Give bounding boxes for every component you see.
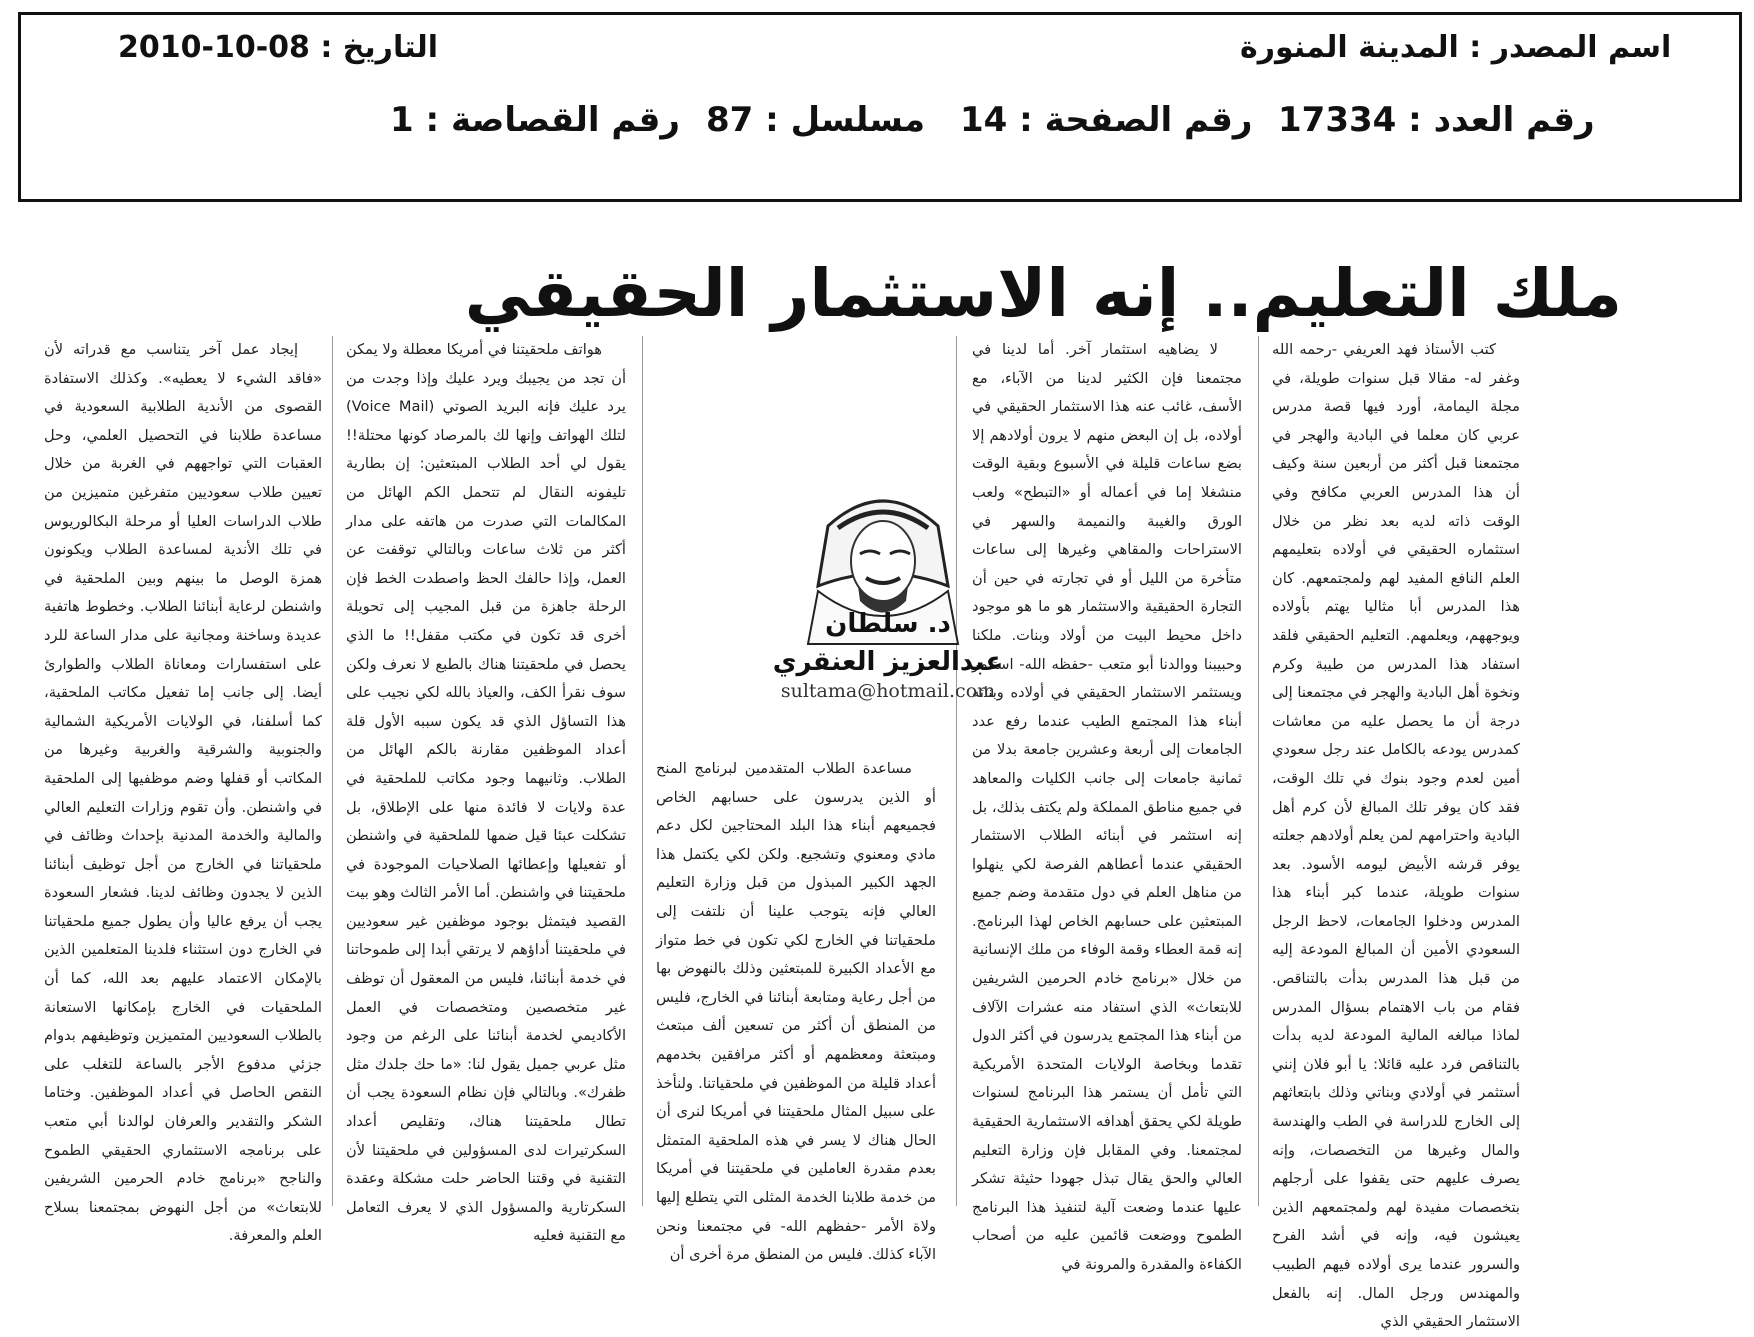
column-text: لا يضاهيه استثمار آخر. أما لدينا في مجتمعنا فإن الكثير لدينا من الآباء، مع الأسف، غائب عنه هذا الاستثمار الحقيقي في أولاده، بل إن البعض منهم لا يرون أولادهم إلا بضع ساعات قليلة في الأسبوع وبقية الوقت منشغلا إما في أعماله أو «التبطح» ولعب الورق والغيبة والنميمة والسهر في الاستراحات والمقاهي وغيرها إلى ساعات متأخرة من الليل أو في تجارته في حين أن التجارة الحقيقية والاستثمار هو ما هو موجود داخل محيط البيت من أولاد وبنات. ملكنا وحبيبنا ووالدنا أبو متعب -حفظه الله- استثمر ويستثمر الاستثمار الحقيقي في أولاده وبناته أبناء هذا المجتمع الطيب عندما رفع عدد الجامعات إلى أربعة وعشرين جامعة بدلا من ثمانية جامعات إلى جانب الكليات والمعاهد في جميع مناطق المملكة ولم يكتف بذلك، بل إنه استثمر في أبنائه الطلاب الاستثمار الحقيقي عندما أعطاهم الفرصة لكي ينهلوا من مناهل العلم في دول متقدمة وضم جميع المبتعثين على حسابهم الخاص لهذا البرنامج. إنه قمة العطاء وقمة الوفاء من ملك الإنسانية من خلال «برنامج خادم الحرمين الشريفين للابتعاث» الذي استفاد منه عشرات الآلاف من أبناء هذا المجتمع يدرسون في أكثر الدول تقدما وبخاصة الولايات المتحدة الأمريكية التي تأمل أن يستمر هذا البرنامج لسنوات طويلة لكي يحقق أهدافه الاستثمارية الحقيقية لمجتمعنا. وفي المقابل فإن وزارة التعليم العالي والحق يقال تبذل جهودا حثيثة تشكر عليها عندما وضعت آلية لتنفيذ هذا البرنامج الطموح ووضعت قائمين عليه من أصحاب الكفاءة والمقدرة والمرونة في (972, 341, 1242, 1273)
column-text: إيجاد عمل آخر يتناسب مع قدراته لأن «فاقد الشيء لا يعطيه». وكذلك الاستفادة القصوى من الأندية الطلابية السعودية في مساعدة طلابنا في التحصيل العلمي، وحل العقبات التي تواجههم في الغربة من خلال تعيين طلاب سعوديين متفرغين متميزين من طلاب الدراسات العليا أو مرحلة البكالوريوس في تلك الأندية لمساعدة الطلاب ويكونون همزة الوصل ما بينهم وبين الملحقية في واشنطن لرعاية أبنائنا الطلاب. وخطوط هاتفية عديدة وساخنة ومجانية على مدار الساعة للرد على استفسارات ومعاناة الطلاب والطوارئ أيضا. إلى جانب إما تفعيل مكاتب الملحقية، كما أسلفنا، في الولايات الأمريكية الشمالية والجنوبية والشرقية والغربية وغيرها من المكاتب أو قفلها وضم موظفيها إلى الملحقية في واشنطن. وأن تقوم وزارات التعليم العالي والمالية والخدمة المدنية بإحداث وظائف في ملحقياتنا في الخارج من أجل توظيف أبنائنا الذين لا يجدون وظائف لدينا. فشعار السعودة يجب أن يرفع عاليا وأن يطول جميع ملحقياتنا في الخارج دون استثناء فلدينا المتعلمين الذين بالإمكان الاعتماد عليهم بعد الله، كما أن الملحقيات في الخارج بإمكانها الاستعانة بالطلاب السعوديين المتميزين وتوظيفهم بدوام جزئي مدفوع الأجر بالساعة للتغلب على النقص الحاصل في أعداد الموظفين. وختاما الشكر والتقدير والعرفان لوالدنا أبي متعب على برنامجه الاستثماري الحقيقي الطموح والناجح «برنامج خادم الحرمين الشريفين للابتعاث» من أجل النهوض بمجتمعنا بسلاح العلم والمعرفة. (44, 341, 322, 1245)
issue-number-label: رقم العدد : 17334 (1278, 100, 1595, 140)
article-column-4 (346, 336, 626, 1245)
column-text: كتب الأستاذ فهد العريفي -رحمه الله وغفر له- مقالا قبل سنوات طويلة، في مجلة اليمامة، أورد فيها قصة مدرس عربي كان معلما في البادية والهجر في مجتمعنا قبل أكثر من أربعين سنة وكيف أن هذا المدرس العربي مكافح وفي الوقت ذاته لديه بعد نظر من خلال استثماره الحقيقي في أولاده بتعليمهم العلم النافع المفيد لهم ولمجتمعهم. كان هذا المدرس أبا مثاليا يهتم بأولاده ويوجههم، ويعلمهم. التعليم الحقيقي فلقد استفاد هذا المدرس من طيبة وكرم ونخوة أهل البادية والهجر في مجتمعنا إلى درجة أن ما يحصل عليه من معاشات كمدرس يودعه بالكامل عند رجل سعودي أمين لعدم وجود بنوك في تلك الوقت، فقد كان يوفر تلك المبالغ لأن كرم أهل البادية واحترامهم لمن يعلم أولادهم جعلته يوفر قرشه الأبيض ليومه الأسود. بعد سنوات طويلة، عندما كبر أبناء هذا المدرس ودخلوا الجامعات، لاحظ الرجل السعودي الأمين أن المبالغ المودعة إليه من قبل هذا المدرس بدأت بالتناقص. فقام من باب الاهتمام بسؤال المدرس لماذا مبالغه المالية المودعة لديه بدأت بالتناقص فرد عليه قائلا: يا أبو فلان إنني أستثمر في أولادي وبناتي وذلك بابتعاثهم إلى الخارج للدراسة في الطب والهندسة والمال وغيرها من التخصصات، وإنه يصرف عليهم حتى يقفوا على أرجلهم بتخصصات مفيدة لهم ولمجتمعهم الذين يعيشون فيه، وإنه في أشد الفرح والسرور عندما يرى أولاده فيهم الطبيب والمهندس ورجل المال. إنه بالفعل الاستثمار الحقيقي الذي (1272, 341, 1520, 1331)
article-headline: ملك التعليم.. إنه الاستثمار الحقيقي (464, 255, 1622, 332)
column-divider (1258, 336, 1259, 1206)
column-divider (332, 336, 333, 1206)
page-number-label: رقم الصفحة : 14 (960, 100, 1253, 140)
serial-number-label: مسلسل : 87 (706, 100, 926, 140)
author-name: عبدالعزيز العنقري (772, 647, 1004, 677)
author-email: sultama@hotmail.com (780, 680, 996, 702)
article-column-1 (1272, 336, 1520, 1331)
date-label: التاريخ : 08-10-2010 (118, 30, 439, 65)
author-name-block (738, 605, 1038, 681)
article-column-3 (656, 755, 936, 1264)
clipping-number-label: رقم القصاصة : 1 (390, 100, 680, 140)
column-text: هواتف ملحقيتنا في أمريكا معطلة ولا يمكن أن تجد من يجيبك ويرد عليك وإذا وجدت من يرد عليك فإنه البريد الصوتي (Voice Mail) لتلك الهواتف وإنها لك بالمرصاد كونها محتلة!! يقول لي أحد الطلاب المبتعثين: إن بطارية تليفونه النقال لم تتحمل الكم الهائل من المكالمات التي صدرت من هاتفه على مدار أكثر من ثلاث ساعات وبالتالي توقفت عن العمل، وإذا حالفك الحظ واصطدت الخط فإن الرحلة جاهزة من قبل المجيب إلى تحويلة أخرى قد تكون في مكتب مقفل!! ما الذي يحصل في ملحقيتنا هناك بالطبع لا نعرف ولكن سوف نقرأ الكف، والعياذ بالله لكي نجيب على هذا التساؤل الذي قد يكون سببه الأول قلة أعداد الموظفين مقارنة بالكم الهائل من الطلاب. وثانيهما وجود مكاتب للملحقية في عدة ولايات لا فائدة منها على الإطلاق، بل تشكلت عبئا قيل ضمها للملحقية في واشنطن أو تفعيلها وإعطائها الصلاحيات الموجودة في ملحقيتنا في واشنطن. أما الأمر الثالث وهو بيت القصيد فيتمثل بوجود موظفين غير سعوديين في ملحقيتنا أداؤهم لا يرتقي أبدا إلى طموحاتنا في خدمة أبنائنا، فليس من المعقول أن توظف غير متخصصين ومتخصصات في العمل الأكاديمي لخدمة أبنائنا على الرغم من وجود مثل عربي جميل يقول لنا: «ما حك جلدك مثل ظفرك». وبالتالي فإن نظام السعودة يجب أن تطال ملحقيتنا هناك، وتقليص أعداد السكرتيرات لدى المسؤولين في ملحقيتنا لأن التقنية في وقتنا الحاضر حلت مشكلة وعقدة السكرتارية والمسؤول الذي لا يعرف التعامل مع التقنية فعليه (346, 341, 626, 1245)
column-divider (642, 336, 643, 1206)
column-text: مساعدة الطلاب المتقدمين لبرنامج المنح أو الذين يدرسون على حسابهم الخاص فجميعهم أبناء هذا البلد المحتاجين لكل دعم مادي ومعنوي وتشجيع. ولكن لكي يكتمل هذا الجهد الكبير المبذول من قبل وزارة التعليم العالي فإنه يتوجب علينا أن نلتفت إلى ملحقياتنا في الخارج لكي تكون في خط متواز مع الأعداد الكبيرة للمبتعثين وذلك بالنهوض بها من أجل رعاية ومتابعة أبنائنا في الخارج، فليس من المنطق أن أكثر من تسعين ألف مبتعث ومبتعثة ومعظمهم أو أكثر مرافقين بخدمهم أعداد قليلة من الموظفين في ملحقياتنا. ولنأخذ على سبيل المثال ملحقيتنا في أمريكا لنرى أن الحال هناك لا يسر في هذه الملحقية المتمثل بعدم مقدرة العاملين في ملحقيتنا في أمريكا من خدمة طلابنا الخدمة المثلى التي يتطلع إليها ولاة الأمر -حفظهم الله- في مجتمعنا ونحن الآباء كذلك. فليس من المنطق مرة أخرى أن (656, 760, 936, 1264)
author-title: د. سلطان (825, 609, 951, 639)
article-column-5 (44, 336, 322, 1245)
source-label: اسم المصدر : المدينة المنورة (1240, 30, 1672, 65)
